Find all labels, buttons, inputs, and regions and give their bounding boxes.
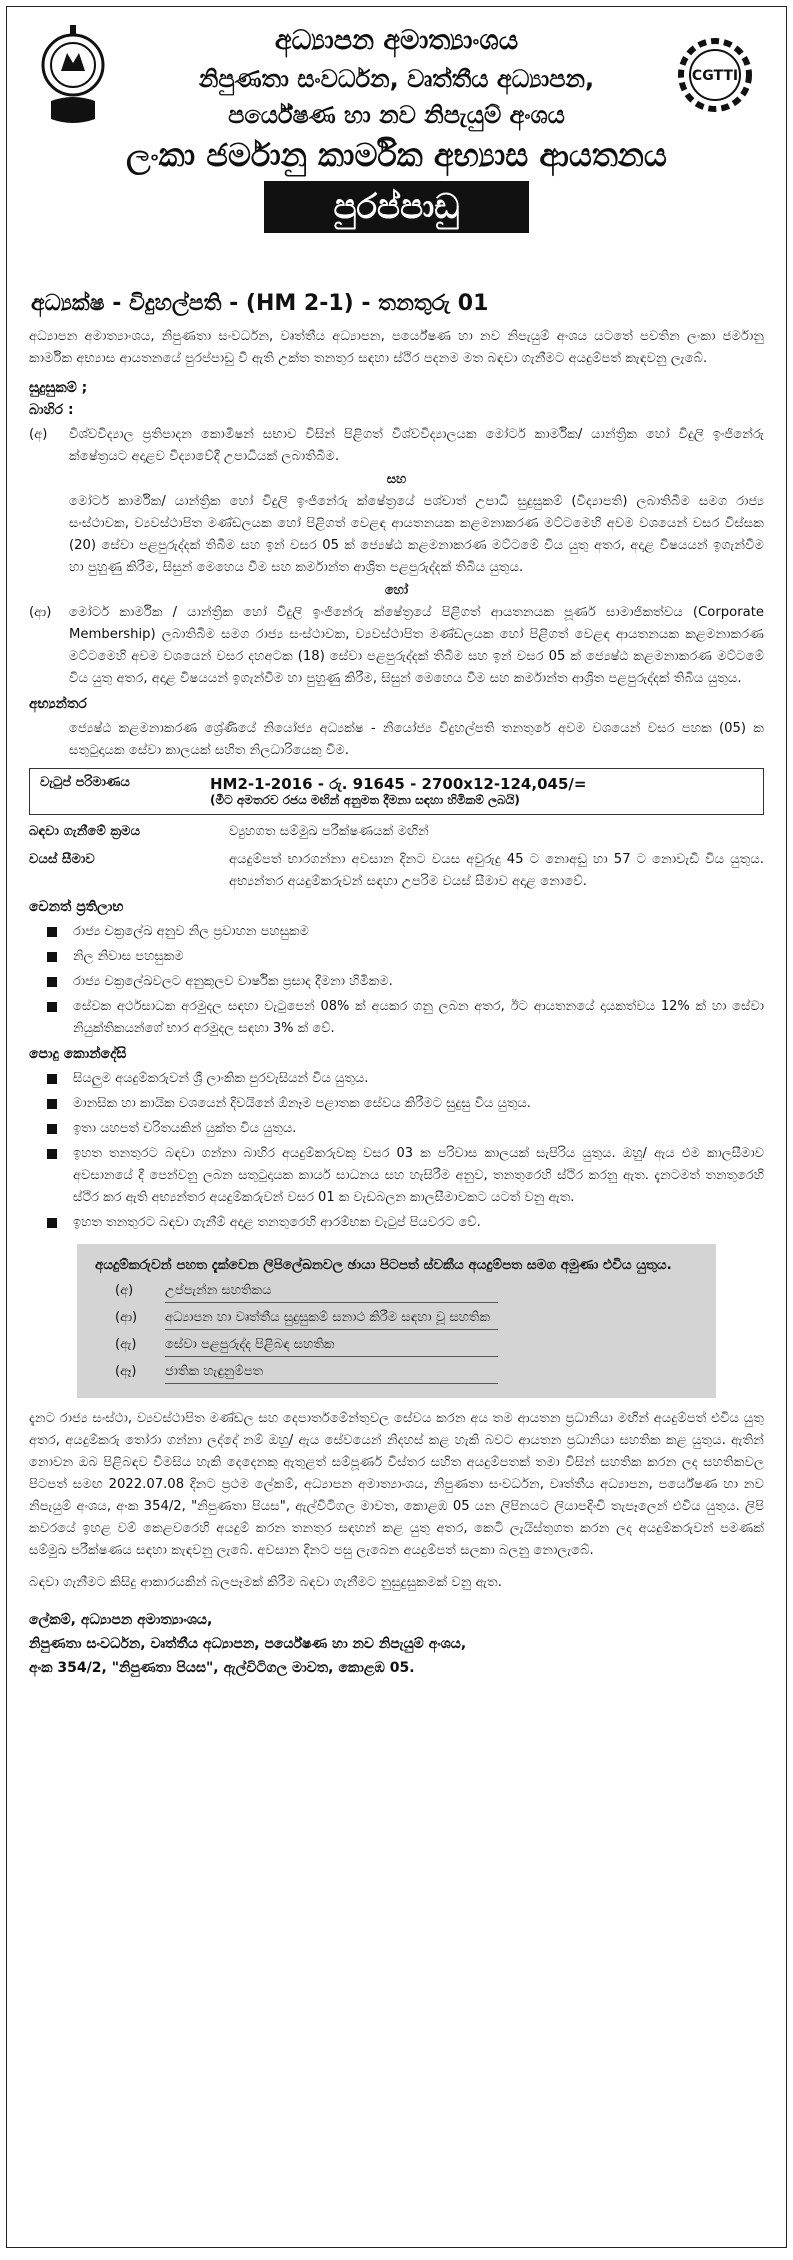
list-item: [47, 1143, 764, 1209]
footer-line-1: ලේකම්, අධ්‍යාපන අමාත්‍යාංශය,: [29, 1612, 213, 1628]
list-item: [47, 921, 764, 943]
bullet-square-icon: [47, 927, 57, 937]
item-mark: (අ): [115, 1283, 134, 1298]
item-text: අධ්‍යාපන හා වෘත්තීය සුදුසුකම් සනාථ කිරීම සඳහා වූ සහතික: [165, 1307, 498, 1330]
conditions-label: පොදු කොන්දේසි: [29, 1046, 127, 1062]
division-line-2: පර්යේෂණ හා නව නිපැයුම් අංශය: [228, 101, 565, 129]
list-item: [47, 996, 764, 1040]
recruitment-method-row: [29, 821, 764, 843]
list-item: [47, 1068, 764, 1090]
bullet-square-icon: [47, 1002, 57, 1012]
footer-line-2: නිපුණතා සංවර්ධන, වෘත්තීය අධ්‍යාපන, පර්යේෂණ හා නව නිපැයුම් අංශය,: [29, 1636, 467, 1652]
vacancy-notice: [6, 6, 787, 2248]
list-item: [115, 1307, 698, 1330]
list-item: [115, 1361, 698, 1384]
item-text: සියලුම අයදුම්කරුවන් ශ්‍රී ලාංකික පුරවැසියන් විය යුතුය.: [73, 1071, 369, 1086]
conditions-list: [7, 1068, 786, 1234]
item-text: ඉහත තනතුරට බඳවා ගන්නා බාහිර අයදුම්කරුවකු වසර 03 ක පරිවාස කාලයක් සැපිරිය යුතුය. ඔහු/ ඇය එම කාලසීමාව අවසානයේ දී පෙන්වනු ලබන සතුටුදායක කාර්ය සාධනය සහ හැසිරීම අනුව, තනතුරෙහි ස්ථිර කරනු ඇත. දැනටමත් තනතුරෙහි ස්ථිර කර ඇති අභ්‍යන්තර අයදුම්කරුවන් වසර 01 ක වැඩබලන කාලසීමාවකට යටත් වනු ඇත.: [73, 1146, 764, 1205]
item-text: විශ්වවිද්‍යාල ප්‍රතිපාදන කොමිෂන් සභාව විසින් පිළිගත් විශ්වවිද්‍යාලයක මෝටර් කාර්මික/ යාන්ත්‍රික හෝ විදුලි ඉංජිනේරු ක්ෂේත්‍රයට අදාළව විද්‍යාවේදී උපාධියක් ලබාතිබීම.: [69, 427, 764, 464]
cgtti-logo-icon: [672, 29, 758, 125]
item-mark: (අ): [29, 427, 48, 442]
qualifications-label: සුදුසුකම් ;: [29, 380, 88, 396]
bullet-square-icon: [47, 1074, 57, 1084]
vacancies-banner: පුරප්පාඩු: [264, 181, 530, 233]
internal-label: අභ්‍යන්තර: [29, 696, 87, 712]
item-text: උප්පැන්න සහතිකය: [165, 1280, 498, 1303]
recruitment-method-label: බඳවා ගැනීමේ ක්‍රමය: [29, 824, 141, 839]
age-limit-value: අයදුම්පත් භාරගන්නා අවසාන දිනට වයස අවුරුදු 45 ට නොඅඩු හා 57 ට නොවැඩි විය යුතුය. අභ්‍යන්තර අයදුම්කරුවන් සඳහා උපරිම වයස් සීමාව අදාළ නොවේ.: [229, 852, 764, 889]
list-item: [47, 1212, 764, 1234]
footer-line-3: අංක 354/2, "නිපුණතා පියස", ඇල්විටිගල මාවත, කොළඹ 05.: [29, 1660, 415, 1676]
intro-paragraph: අධ්‍යාපන අමාත්‍යාංශය, නිපුණතා සංවර්ධන, වෘත්තීය අධ්‍යාපන, පර්යේෂණ හා නව නිපැයුම් අංශය යටතේ පවතින ලංකා ජර්මානු කාර්මික අභ්‍යාස ආයතනයේ පුරප්පාඩු වී ඇති උක්ත තනතුර සඳහා ස්ථිර පදනම මත බඳවා ගැනීමට අයදුම්පත් කැඳවනු ලැබේ.: [29, 329, 765, 366]
logo-text: CGTTI: [691, 68, 739, 84]
division-line-1: නිපුණතා සංවර්ධන, වෘත්තීය අධ්‍යාපන,: [198, 65, 595, 93]
salary-value: HM2-1-2016 - රු. 91645 - 2700x12-124,045/=: [210, 775, 587, 793]
item-text: ඉතා යහපත් චරිතයකින් යුක්ත විය යුතුය.: [73, 1121, 297, 1136]
item-mark: (ඈ): [115, 1364, 137, 1379]
bullet-square-icon: [47, 952, 57, 962]
post-title: අධ්‍යක්ෂ - විදුහල්පති - (HM 2-1) - තනතුරු 01: [31, 291, 489, 316]
salary-label: වැටුප් පරිමාණය: [40, 775, 130, 790]
item-text: ජාතික හැඳුනුම්පත: [165, 1361, 498, 1384]
item-mark: (ආ): [115, 1310, 138, 1325]
bullet-square-icon: [47, 977, 57, 987]
bullet-square-icon: [47, 1099, 57, 1109]
age-limit-row: [29, 849, 764, 893]
item-text: රාජ්‍ය චක්‍රලේඛ අනුව නිල ප්‍රවාහන පහසුකම: [73, 924, 309, 939]
age-limit-label: වයස් සීමාව: [29, 852, 95, 867]
qualification-a: [29, 424, 764, 468]
documents-heading: අයදුම්කරුවන් පහත දැක්වෙන ලිපිලේඛනවල ඡායා පිටපත් ස්වකීය අයදුම්පත සමග අමුණා එවිය යුතුය.: [95, 1257, 672, 1273]
bullet-square-icon: [47, 1124, 57, 1134]
item-text: ඉහත තනතුරට බඳවා ගැනීම් අදාළ තනතුරෙහි ආරම්භක වැටුප් පියවරට වේ.: [73, 1215, 481, 1230]
closing-paragraph: දැනට රාජ්‍ය සංස්ථා, ව්‍යවස්ථාපිත මණ්ඩල සහ දෙපාර්තමේන්තුවල සේවය කරන අය තම ආයතන ප්‍රධානියා මඟින් අයදුම්පත් එවිය යුතු අතර, අයදුම්කරු තෝරා ගන්නා ලද්දේ නම් ඔහු/ ඇය සේවයෙන් නිදහස් කළ හැකි බවට ආයතන ප්‍රධානියා සහතික කළ යුතුය. ඇතින් නොවන ඔබ පිළිබඳව විමසිය හැකි දෙදෙනකු ඇතුළත් සම්පූර්ණ විස්තර සහිත අයදුම්පතක් තමා විසින් සහතික කරන ලද සහතිකවල පිටපත් සමඟ 2022.07.08 දිනට ප්‍රථම ලේකම්, අධ්‍යාපන අමාත්‍යාංශය, නිපුණතා සංවර්ධන, වෘත්තීය අධ්‍යාපන, පර්යේෂණ හා නව නිපැයුම් අංශය, අංක 354/2, "නිපුණතා පියස", ඇල්විටිගල මාවත, කොළඹ 05 යන ලිපිනයට ලියාපදිංචි තැපෑලෙන් එවිය යුතුය. ලිපි කවරයේ ඉහළ වම් කෙළවරෙහි අයදුම් කරන තනතුර සඳහන් කළ යුතු අතර, කෙටි ලැයිස්තුගත කරන ලද අයදුම්කරුවන් පමණක් සම්මුඛ පරීක්ෂණය සඳහා කැඳවනු ලැබේ. අවසාන දිනට පසු ලැබෙන අයදුම්පත් සලකා බලනු නොලැබේ.: [29, 1411, 764, 1558]
internal-qualification: ජ්‍යෙෂ්ඨ කළමනාකරණ ශ්‍රේණියේ නියෝජ්‍ය අධ්‍යක්ෂ - නියෝජ්‍ය විදුහල්පති තනතුරේ අවම වශයෙන් වසර පහක (05) ක සතුටුදායක සේවා කාලයක් සහිත නිලධාරියෙකු විම.: [69, 721, 764, 758]
list-item: [115, 1280, 698, 1303]
institute-name: ලංකා ජර්මානු කාර්මික අභ්‍යාස ආයතනය: [126, 136, 667, 174]
list-item: [115, 1334, 698, 1357]
ministry-name: අධ්‍යාපන අමාත්‍යාංශය: [274, 25, 519, 56]
and-label: සහ: [386, 472, 407, 487]
item-text: සේවක අර්ථසාධක අරමුදල සඳහා වැටුපෙන් 08% ක් අයකර ගනු ලබන අතර, ඊට ආයතනයේ දායකත්වය 12% ක් හා සේවා නියුක්තිකයන්ගේ භාර අරමුදල සඳහා 3% ක් වේ.: [73, 999, 764, 1036]
external-label: බාහිර :: [29, 402, 74, 418]
list-item: [47, 946, 764, 968]
bullet-square-icon: [47, 1149, 57, 1159]
benefits-list: [7, 921, 786, 1040]
or-label: හෝ: [384, 583, 409, 598]
recruitment-method-value: ව්‍යුහගත සම්මුඛ පරීක්ෂණයක් මඟින්: [229, 824, 429, 839]
benefits-label: වෙනත් ප්‍රතිලාභ: [29, 899, 124, 915]
documents-box: [77, 1244, 716, 1398]
national-emblem-icon: [37, 23, 109, 133]
list-item: [47, 1118, 764, 1140]
salary-note: (මීට අමතරව රජය මඟින් අනුමත දීමනා සඳහා හිමිකම් ලබයි): [210, 793, 520, 807]
footer-address: [29, 1608, 764, 1680]
list-item: [47, 971, 764, 993]
header: [7, 7, 786, 277]
item-mark: (ඇ): [115, 1337, 137, 1352]
qualification-a-extra: මෝටර් කාර්මික/ යාන්ත්‍රික හෝ විදුලි ඉංජිනේරු ක්ෂේත්‍රයේ පශ්චාත් උපාධි සුදුසුකම් (විද්‍යාපති) ලබාතිබීම සමග රාජ්‍ය සංස්ථාවක, ව්‍යවස්ථාපිත මණ්ඩලයක හෝ පිළිගත් වෙළඳ ආයතනයක කළමනාකරණ මට්ටමෙහි අවම වශයෙන් වසර විස්සක (20) සේවා පළපුරුද්දක් තිබීම සහ ඉන් වසර 05 ක් ජ්‍යෙෂ්ඨ කළමනාකරණ මට්ටමේ විය යුතු අතර, අදාළ විෂයයන් ඉගැන්වීම හා පුහුණු කිරීම, සිසුන් මෙහෙය වීම සහ කර්මාන්ත ආශ්‍රිත පළපුරුද්දක් තිබිය යුතුය.: [69, 494, 764, 575]
item-text: මානසික හා කායික වශයෙන් දිවයිනේ ඕනෑම පළාතක සේවය කිරීමට සුදුසු විය යුතුය.: [73, 1096, 531, 1111]
item-text: සේවා පළපුරුද්ද පිළිබඳ සහතික: [165, 1334, 498, 1357]
bullet-square-icon: [47, 1218, 57, 1228]
list-item: [47, 1093, 764, 1115]
item-text: රාජ්‍ය චක්‍රලේඛවලට අනුකූලව වාර්ෂික ප්‍රසාද දීමනා හිමිකම.: [73, 974, 393, 989]
item-text: මෝටර් කාර්මික / යාන්ත්‍රික හෝ විදුලි ඉංජිනේරු ක්ෂේත්‍රයේ පිළිගත් ආයතනයක පූර්ණ සාමාජිකත්වය (Corporate Membership) ලබාතිබීම සමග රාජ්‍ය සංස්ථාවක, ව්‍යවස්ථාපිත මණ්ඩලයක හෝ පිළිගත් වෙළඳ ආයතනයක කළමනාකරණ මට්ටමෙහි අවම වශයෙන් වසර දහඅටක (18) සේවා පළපුරුද්දක් තිබීම සහ ඉන් වසර 05 ක් ජ්‍යෙෂ්ඨ කළමනාකරණ මට්ටමේ විය යුතු අතර, අදාළ විෂයයන් ඉගැන්වීම හා පුහුණු කිරීම, සිසුන් මෙහෙය වීම සහ කර්මාන්ත ආශ්‍රිත පළපුරුද්දක් තිබිය යුතුය.: [69, 605, 764, 686]
item-mark: (ආ): [29, 605, 52, 620]
qualification-b: [29, 602, 764, 690]
item-text: නිල නිවාස පහසුකම: [73, 949, 184, 964]
canvassing-note: බඳවා ගැනීමට කිසිදු ආකාරයකින් බලපෑමක් කිරීම බඳවා ගැනීමට නුසුදුසුකමක් වනු ඇත.: [29, 1575, 502, 1590]
salary-box: [29, 768, 764, 815]
